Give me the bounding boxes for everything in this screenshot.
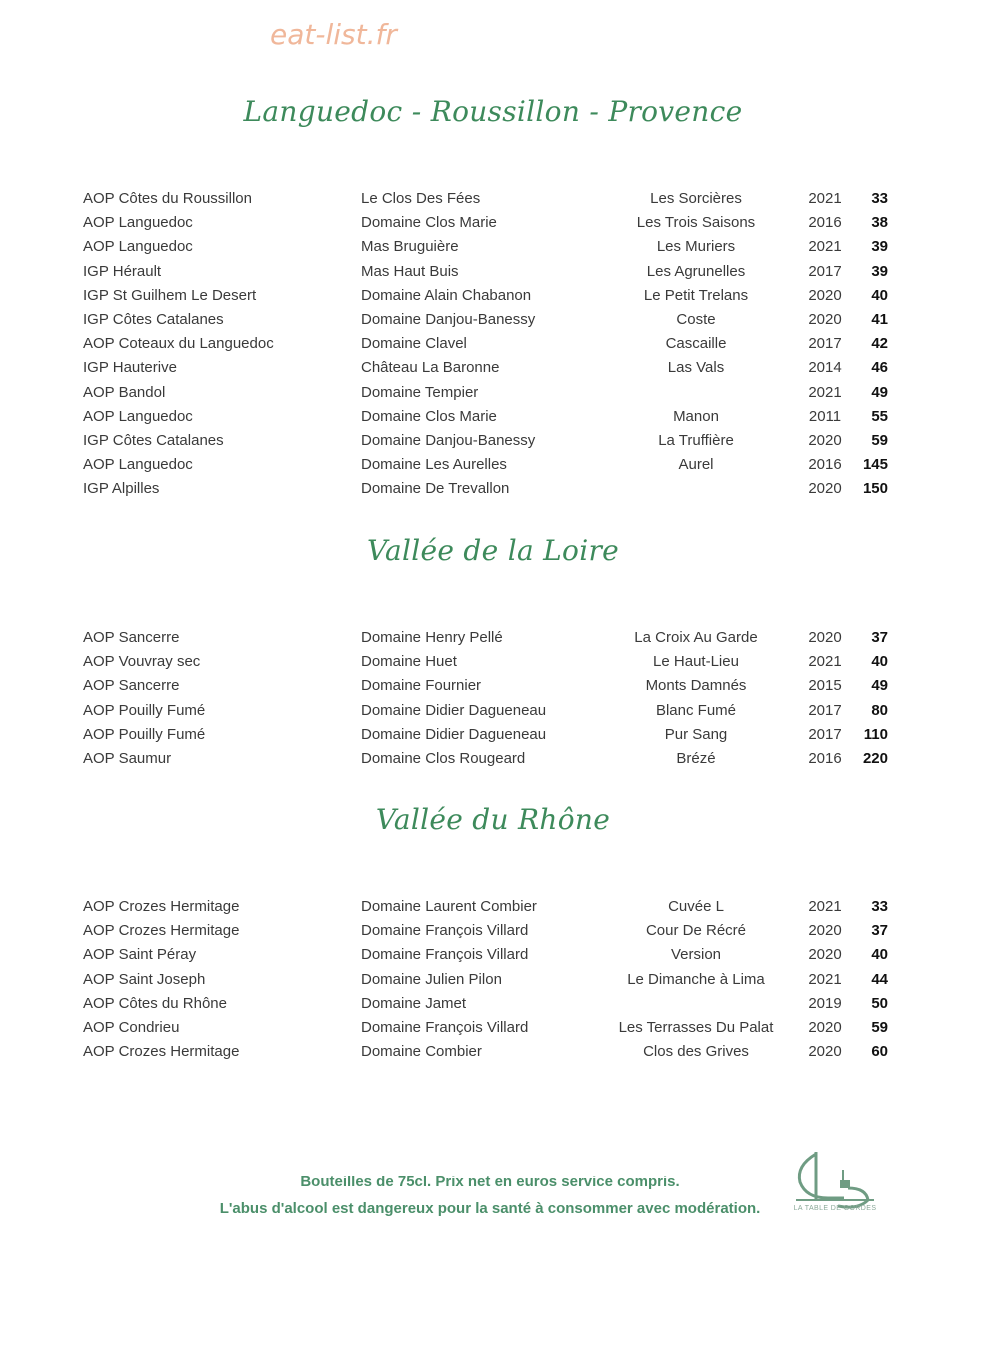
wine-year: 2015 xyxy=(808,677,842,694)
wine-price: 39 xyxy=(871,238,888,255)
wine-row xyxy=(0,895,986,919)
wine-price: 49 xyxy=(871,384,888,401)
wine-row xyxy=(0,723,986,747)
wine-domaine: Domaine François Villard xyxy=(361,1019,529,1036)
wine-price: 38 xyxy=(871,214,888,231)
wine-price: 40 xyxy=(871,946,888,963)
wine-appellation: AOP Crozes Hermitage xyxy=(83,898,240,915)
wine-row xyxy=(0,356,986,380)
wine-year: 2016 xyxy=(808,456,842,473)
wine-price: 50 xyxy=(871,995,888,1012)
wine-domaine: Mas Haut Buis xyxy=(361,263,459,280)
wine-cuvee: Les Trois Saisons xyxy=(636,214,756,231)
wine-row xyxy=(0,332,986,356)
wine-appellation: AOP Pouilly Fumé xyxy=(83,702,206,719)
wine-year: 2019 xyxy=(808,995,842,1012)
wine-appellation: AOP Sancerre xyxy=(83,677,180,694)
wine-year: 2020 xyxy=(808,1019,842,1036)
wine-price: 59 xyxy=(871,432,888,449)
wine-appellation: AOP Pouilly Fumé xyxy=(83,726,206,743)
wine-row xyxy=(0,943,986,967)
wine-year: 2021 xyxy=(808,384,842,401)
wine-appellation: AOP Saumur xyxy=(83,750,172,767)
wine-year: 2020 xyxy=(808,922,842,939)
wine-row xyxy=(0,1016,986,1040)
wine-price: 49 xyxy=(871,677,888,694)
wine-cuvee: Les Terrasses Du Palat xyxy=(618,1019,774,1036)
wine-domaine: Domaine Clos Marie xyxy=(361,408,497,425)
wine-appellation: AOP Côtes du Rhône xyxy=(83,995,227,1012)
wine-row xyxy=(0,235,986,259)
wine-appellation: AOP Sancerre xyxy=(83,629,180,646)
wine-year: 2016 xyxy=(808,214,842,231)
wine-cuvee: Les Sorcières xyxy=(650,190,742,207)
wine-row xyxy=(0,429,986,453)
wine-row xyxy=(0,968,986,992)
wine-price: 41 xyxy=(871,311,888,328)
wine-domaine: Mas Bruguière xyxy=(361,238,459,255)
wine-year: 2017 xyxy=(808,263,842,280)
wine-row xyxy=(0,187,986,211)
wine-cuvee: Cascaille xyxy=(665,335,727,352)
wine-cuvee: Clos des Grives xyxy=(643,1043,749,1060)
wine-cuvee: Cuvée L xyxy=(668,898,724,915)
wine-price: 37 xyxy=(871,922,888,939)
wine-cuvee: Les Muriers xyxy=(656,238,736,255)
wine-row xyxy=(0,381,986,405)
wine-row xyxy=(0,477,986,501)
wine-price: 33 xyxy=(871,898,888,915)
logo-text: LA TABLE DE GORDES xyxy=(793,1205,877,1212)
wine-year: 2017 xyxy=(808,335,842,352)
wine-appellation: AOP Saint Péray xyxy=(83,946,197,963)
wine-cuvee: La Croix Au Garde xyxy=(634,629,758,646)
wine-cuvee: Version xyxy=(670,946,722,963)
section-title-loire: Vallée de la Loire xyxy=(367,534,619,567)
wine-cuvee: Cour De Récré xyxy=(645,922,747,939)
wine-year: 2020 xyxy=(808,432,842,449)
wine-year: 2016 xyxy=(808,750,842,767)
wine-cuvee: Manon xyxy=(673,408,719,425)
wine-cuvee: Las Vals xyxy=(667,359,725,376)
section-title-languedoc: Languedoc - Roussillon - Provence xyxy=(243,95,743,128)
wine-domaine: Domaine Clavel xyxy=(361,335,467,352)
wine-cuvee: Pur Sang xyxy=(664,726,728,743)
wine-domaine: Domaine Julien Pilon xyxy=(361,971,502,988)
footer-alcohol-warning: L'abus d'alcool est dangereux pour la santé à consommer avec modération. xyxy=(219,1200,761,1217)
wine-appellation: IGP Côtes Catalanes xyxy=(83,432,224,449)
wine-appellation: AOP Condrieu xyxy=(83,1019,180,1036)
wine-cuvee: Les Agrunelles xyxy=(646,263,746,280)
wine-domaine: Château La Baronne xyxy=(361,359,500,376)
wine-domaine: Domaine Danjou-Banessy xyxy=(361,311,536,328)
wine-domaine: Domaine Laurent Combier xyxy=(361,898,537,915)
wine-year: 2020 xyxy=(808,629,842,646)
wine-cuvee: Le Petit Trelans xyxy=(643,287,749,304)
wine-domaine: Domaine Alain Chabanon xyxy=(361,287,532,304)
wine-appellation: AOP Vouvray sec xyxy=(83,653,201,670)
wine-year: 2017 xyxy=(808,726,842,743)
wine-year: 2020 xyxy=(808,1043,842,1060)
wine-row xyxy=(0,284,986,308)
wine-domaine: Domaine Didier Dagueneau xyxy=(361,702,547,719)
wine-appellation: AOP Crozes Hermitage xyxy=(83,1043,240,1060)
wine-domaine: Domaine François Villard xyxy=(361,922,529,939)
wine-row xyxy=(0,405,986,429)
wine-appellation: AOP Languedoc xyxy=(83,456,193,473)
wine-year: 2021 xyxy=(808,971,842,988)
wine-appellation: AOP Languedoc xyxy=(83,408,193,425)
wine-price: 40 xyxy=(871,653,888,670)
wine-appellation: AOP Bandol xyxy=(83,384,166,401)
wine-appellation: IGP St Guilhem Le Desert xyxy=(83,287,257,304)
wine-domaine: Domaine Jamet xyxy=(361,995,467,1012)
wine-year: 2021 xyxy=(808,238,842,255)
wine-domaine: Domaine Combier xyxy=(361,1043,482,1060)
wine-domaine: Domaine Fournier xyxy=(361,677,482,694)
wine-price: 59 xyxy=(871,1019,888,1036)
wine-row xyxy=(0,260,986,284)
wine-row xyxy=(0,211,986,235)
wine-price: 40 xyxy=(871,287,888,304)
wine-price: 220 xyxy=(862,750,888,767)
wine-domaine: Domaine Les Aurelles xyxy=(361,456,507,473)
wine-row xyxy=(0,747,986,771)
wine-appellation: IGP Alpilles xyxy=(83,480,160,497)
wine-cuvee: Le Haut-Lieu xyxy=(653,653,739,670)
wine-appellation: IGP Côtes Catalanes xyxy=(83,311,224,328)
wine-row xyxy=(0,1040,986,1064)
footer-bottle-note: Bouteilles de 75cl. Prix net en euros service compris. xyxy=(300,1176,680,1190)
wine-appellation: AOP Coteaux du Languedoc xyxy=(83,335,274,352)
wine-domaine: Domaine Danjou-Banessy xyxy=(361,432,536,449)
wine-domaine: Domaine Clos Marie xyxy=(361,214,497,231)
wine-year: 2011 xyxy=(808,408,842,425)
wine-appellation: IGP Hauterive xyxy=(83,359,177,376)
wine-domaine: Domaine De Trevallon xyxy=(361,480,510,497)
wine-cuvee: Blanc Fumé xyxy=(655,702,737,719)
wine-appellation: AOP Côtes du Roussillon xyxy=(83,190,252,207)
wine-row xyxy=(0,699,986,723)
wine-row xyxy=(0,919,986,943)
wine-price: 46 xyxy=(871,359,888,376)
wine-price: 150 xyxy=(862,480,888,497)
wine-cuvee: Monts Damnés xyxy=(645,677,747,694)
wine-price: 60 xyxy=(871,1043,888,1060)
wine-price: 37 xyxy=(871,629,888,646)
wine-appellation: AOP Crozes Hermitage xyxy=(83,922,240,939)
wine-price: 55 xyxy=(871,408,888,425)
wine-year: 2021 xyxy=(808,653,842,670)
wine-domaine: Domaine Tempier xyxy=(361,384,479,401)
wine-appellation: AOP Saint Joseph xyxy=(83,971,206,988)
wine-year: 2020 xyxy=(808,946,842,963)
wine-row xyxy=(0,308,986,332)
wine-row xyxy=(0,453,986,477)
wine-price: 33 xyxy=(871,190,888,207)
wine-domaine: Domaine Clos Rougeard xyxy=(361,750,526,767)
watermark: eat-list.fr xyxy=(270,18,397,51)
wine-appellation: AOP Languedoc xyxy=(83,214,193,231)
wine-cuvee: La Truffière xyxy=(658,432,734,449)
wine-cuvee: Coste xyxy=(676,311,716,328)
wine-appellation: AOP Languedoc xyxy=(83,238,193,255)
wine-year: 2020 xyxy=(808,311,842,328)
wine-year: 2017 xyxy=(808,702,842,719)
wine-row xyxy=(0,674,986,698)
wine-row xyxy=(0,650,986,674)
wine-cuvee: Brézé xyxy=(676,750,716,767)
wine-domaine: Domaine Huet xyxy=(361,653,457,670)
wine-price: 39 xyxy=(871,263,888,280)
wine-price: 145 xyxy=(862,456,888,473)
wine-appellation: IGP Hérault xyxy=(83,263,162,280)
wine-year: 2021 xyxy=(808,190,842,207)
wine-year: 2014 xyxy=(808,359,842,376)
wine-price: 80 xyxy=(871,702,888,719)
section-title-rhone: Vallée du Rhône xyxy=(375,803,611,836)
wine-cuvee: Le Dimanche à Lima xyxy=(627,971,765,988)
wine-price: 110 xyxy=(863,726,888,743)
wine-year: 2020 xyxy=(808,287,842,304)
wine-row xyxy=(0,992,986,1016)
wine-domaine: Domaine Didier Dagueneau xyxy=(361,726,547,743)
wine-year: 2021 xyxy=(808,898,842,915)
wine-domaine: Domaine François Villard xyxy=(361,946,529,963)
wine-cuvee: Aurel xyxy=(678,456,714,473)
wine-year: 2020 xyxy=(808,480,842,497)
wine-row xyxy=(0,626,986,650)
wine-price: 42 xyxy=(871,335,888,352)
wine-price: 44 xyxy=(871,971,888,988)
wine-domaine: Le Clos Des Fées xyxy=(361,190,481,207)
wine-domaine: Domaine Henry Pellé xyxy=(361,629,503,646)
